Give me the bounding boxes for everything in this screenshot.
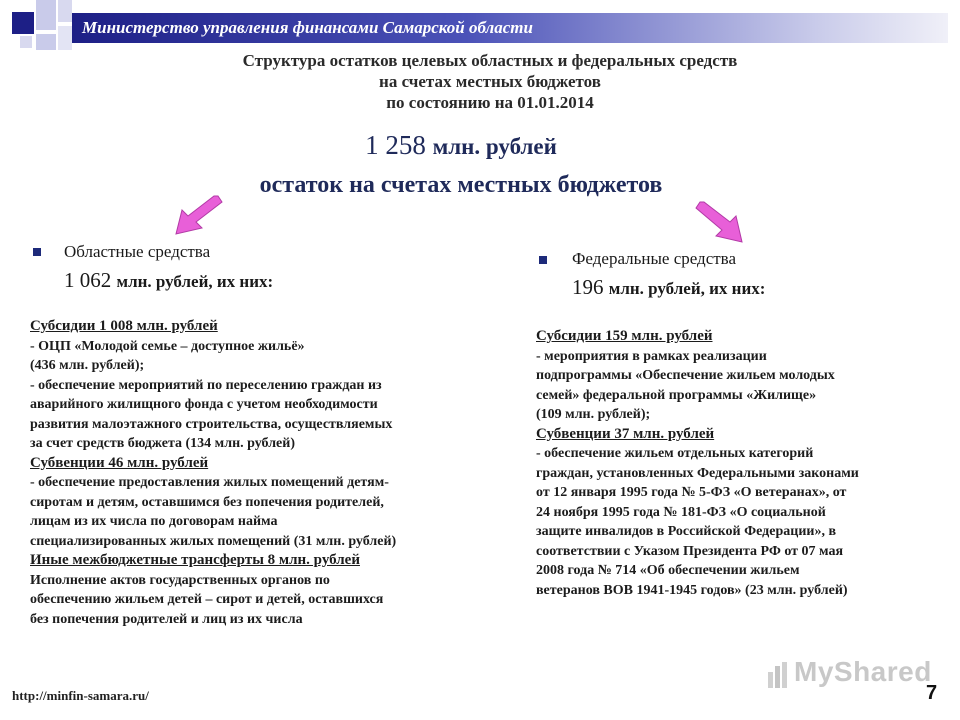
watermark-label: MyShared [794, 656, 932, 687]
regional-subventions-line: - обеспечение предоставления жилых помещений детям- [30, 475, 389, 490]
federal-amount [572, 275, 765, 300]
regional-amount-number: 1 062 [64, 268, 112, 292]
regional-other-line: без попечения родителей и лиц из их числа [30, 611, 303, 627]
arrow-down-left-icon [172, 194, 224, 238]
regional-other-line: Исполнение актов государственных органов по [30, 572, 330, 588]
footer-url-link[interactable]: http://minfin-samara.ru/ [12, 688, 149, 703]
regional-subsidies-line: - обеспечение мероприятий по переселению граждан из [30, 377, 382, 393]
regional-subventions-line: специализированных жилых помещений (31 млн. рублей) [30, 533, 397, 549]
regional-subventions-line: сиротам и детям, оставшимся без попечения родителей, [30, 494, 384, 510]
regional-subventions-line: лицам из их числа по договорам найма [30, 514, 278, 529]
federal-subventions-heading: Субвенции 37 млн. рублей [536, 425, 715, 442]
federal-subventions-line: - обеспечение жильем отдельных категорий [536, 446, 814, 461]
federal-subventions-line: 2008 года № 714 «Об обеспечении жильем [536, 563, 800, 578]
total-unit: млн. рублей [432, 134, 557, 159]
decor-square-light [36, 0, 56, 30]
total-number: 1 258 [365, 130, 426, 160]
arrow-down-right-icon [694, 200, 746, 246]
regional-label: Областные средства [64, 242, 211, 261]
federal-subsidies-line: (109 млн. рублей); [536, 407, 651, 422]
total-caption: остаток на счетах местных бюджетов [259, 172, 663, 198]
regional-other-line: обеспечению жильем детей – сирот и детей, оставшихся [30, 592, 384, 607]
decor-square-dark [12, 12, 34, 34]
federal-subventions-line: ветеранов ВОВ 1941-1945 годов» (23 млн. рублей) [536, 582, 848, 598]
bullet-icon [539, 256, 547, 264]
regional-subsidies-line: за счет средств бюджета (134 млн. рублей) [30, 436, 296, 451]
regional-amount-unit: млн. рублей, их них: [116, 272, 274, 291]
federal-subventions-line: соответствии с Указом Президента РФ от 07 мая [536, 543, 844, 559]
slide-title [100, 50, 880, 113]
title-line: по состоянию на 01.01.2014 [386, 93, 594, 112]
federal-subventions-line: от 12 января 1995 года № 5-ФЗ «О ветеранах», от [536, 485, 847, 500]
regional-amount [64, 268, 273, 293]
federal-amount-unit: млн. рублей, их них: [608, 279, 766, 298]
decor-square-light [36, 34, 56, 50]
title-line: Структура остатков целевых областных и федеральных средств [242, 51, 738, 70]
federal-subventions-line: защите инвалидов в Российской Федерации», в [536, 524, 837, 539]
federal-subsidies-line: - мероприятия в рамках реализации [536, 348, 767, 364]
regional-details [30, 317, 500, 629]
watermark-text [794, 656, 932, 688]
decor-square-light [58, 26, 72, 50]
title-line: на счетах местных бюджетов [379, 72, 601, 91]
regional-subsidies-line: аварийного жилищного фонда с учетом необходимости [30, 397, 378, 412]
regional-subsidies-line: (436 млн. рублей); [30, 358, 145, 373]
federal-label: Федеральные средства [572, 249, 737, 268]
federal-subsidies-line: семей» федеральной программы «Жилище» [536, 387, 817, 403]
bullet-icon [33, 248, 41, 256]
federal-subsidies-line: подпрограммы «Обеспечение жильем молодых [536, 368, 835, 383]
regional-subsidies-heading: Субсидии 1 008 млн. рублей [30, 318, 218, 334]
regional-other-heading: Иные межбюджетные трансферты 8 млн. рублей [30, 552, 360, 568]
watermark-logo-icon [766, 660, 790, 690]
federal-details [536, 327, 948, 600]
federal-amount-number: 196 [572, 275, 604, 299]
regional-subsidies-line: - ОЦП «Молодой семье – доступное жильё» [30, 338, 305, 354]
total-amount [0, 130, 922, 161]
regional-subsidies-line: развития малоэтажного строительства, осуществляемых [30, 416, 393, 432]
decor-square-light [20, 36, 32, 48]
ministry-title: Министерство управления финансами Самарской области [82, 18, 533, 37]
federal-subventions-line: граждан, установленных Федеральными законами [536, 465, 859, 481]
regional-subventions-heading: Субвенции 46 млн. рублей [30, 454, 209, 471]
decor-square-light [58, 0, 72, 22]
page-number: 7 [926, 682, 938, 704]
federal-subventions-line: 24 ноября 1995 года № 181-ФЗ «О социальной [536, 504, 826, 520]
federal-subsidies-heading: Субсидии 159 млн. рублей [536, 328, 713, 344]
